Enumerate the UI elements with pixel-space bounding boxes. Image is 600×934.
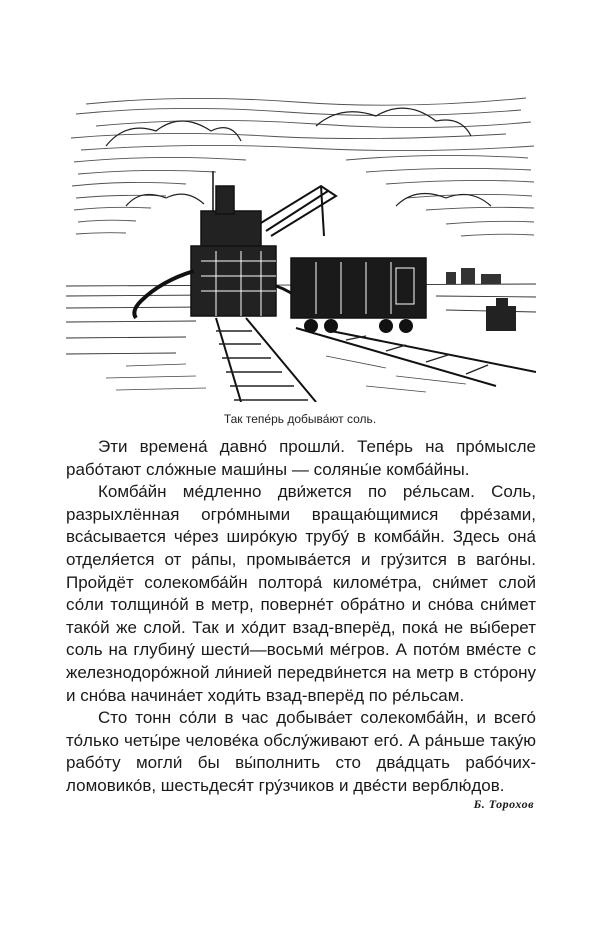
paragraph-3: Сто тонн со́ли в час добыва́ет солекомба́йн, и всего́ то́лько четы́ре челове́ка обслу́живают его́. А ра́ньше таку́ю рабо́ту могли́ бы вы́полнить сто два́дцать рабо́чих-ломовико́в, шестьдеся́т гру́зчиков и две́сти верблю́дов. — [66, 708, 536, 795]
engraving-image — [66, 86, 536, 402]
paragraph-1: Эти времена́ давно́ прошли́. Тепе́рь на про́мысле рабо́тают сло́жные маши́ны — соляны́е комба́йны. — [66, 437, 536, 479]
article-body — [66, 436, 536, 798]
illustration-caption: Так тепе́рь добыва́ют соль. — [223, 412, 377, 426]
illustration-salt-combine — [66, 86, 536, 402]
author-signature: Б. Торохов — [473, 797, 534, 811]
paragraph-2: Комба́йн ме́дленно дви́жется по ре́льсам. Соль, разрыхлённая огро́мными вращаю́щимися фре́зами, вса́сывается че́рез широ́кую трубу́ в комба́йн. Здесь она́ отделя́ется от ра́пы, промыва́ется и гру́зится в ваго́ны. Пройдёт солекомба́йн полтора́ киломе́тра, сни́мет слой со́ли толщино́й в метр, поверне́т обра́тно и сно́ва сни́мет тако́й же слой. Так и хо́дит взад-вперёд, пока́ не вы́берет соль на глубину́ шести́—восьми́ ме́гров. А пото́м вме́сте с железнодоро́жной ли́нией передви́нется на метр в сто́рону и сно́ва начина́ет ходи́ть взад-вперёд по ре́льсам. — [66, 482, 536, 705]
